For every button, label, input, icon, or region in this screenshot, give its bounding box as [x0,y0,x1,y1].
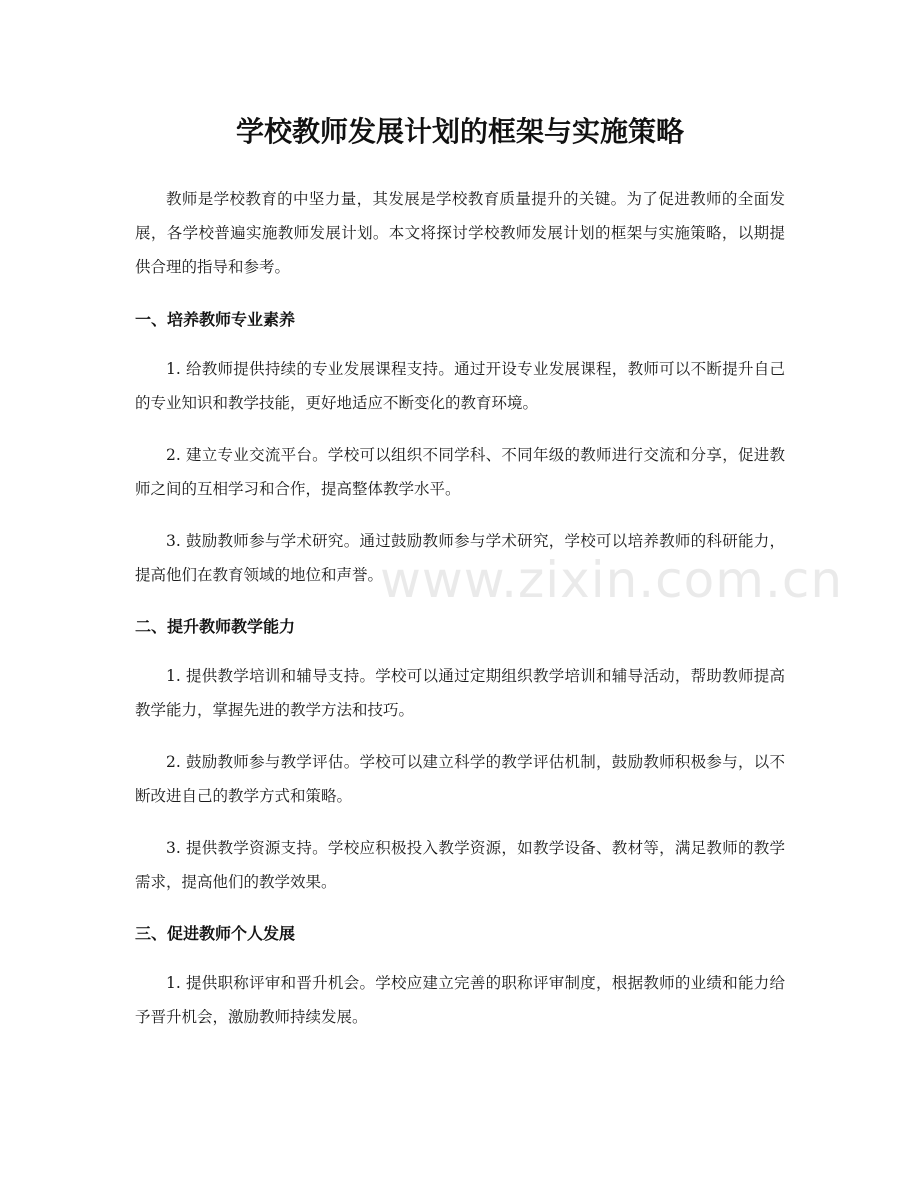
section-1 [135,303,785,592]
section-item: 1. 提供职称评审和晋升机会。学校应建立完善的职称评审制度，根据教师的业绩和能力给予晋升机会，激励教师持续发展。 [135,974,785,1026]
watermark-text: www.zixin.com.cn [380,551,844,609]
section-item: 2. 鼓励教师参与教学评估。学校可以建立科学的教学评估机制，鼓励教师积极参与，以不断改进自己的教学方式和策略。 [135,753,785,805]
section-item: 3. 提供教学资源支持。学校应积极投入教学资源，如教学设备、教材等，满足教师的教学需求，提高他们的教学效果。 [135,839,785,891]
section-heading: 一、培养教师专业素养 [135,310,296,329]
section-item: 3. 鼓励教师参与学术研究。通过鼓励教师参与学术研究，学校可以培养教师的科研能力，提高他们在教育领域的地位和声誉。 [135,532,785,584]
document-body [135,182,785,1052]
intro-paragraph: 教师是学校教育的中坚力量，其发展是学校教育质量提升的关键。为了促进教师的全面发展，各学校普遍实施教师发展计划。本文将探讨学校教师发展计划的框架与实施策略，以期提供合理的指导和参考。 [135,190,785,276]
section-2 [135,610,785,899]
section-item: 1. 给教师提供持续的专业发展课程支持。通过开设专业发展课程，教师可以不断提升自己的专业知识和教学技能，更好地适应不断变化的教育环境。 [135,360,785,412]
section-heading: 二、提升教师教学能力 [135,617,296,636]
section-heading: 三、促进教师个人发展 [135,924,296,943]
document-title: 学校教师发展计划的框架与实施策略 [235,115,684,148]
section-item: 1. 提供教学培训和辅导支持。学校可以通过定期组织教学培训和辅导活动，帮助教师提高教学能力，掌握先进的教学方法和技巧。 [135,667,785,719]
section-item: 2. 建立专业交流平台。学校可以组织不同学科、不同年级的教师进行交流和分享，促进教师之间的互相学习和合作，提高整体教学水平。 [135,446,785,498]
section-3 [135,917,785,1034]
